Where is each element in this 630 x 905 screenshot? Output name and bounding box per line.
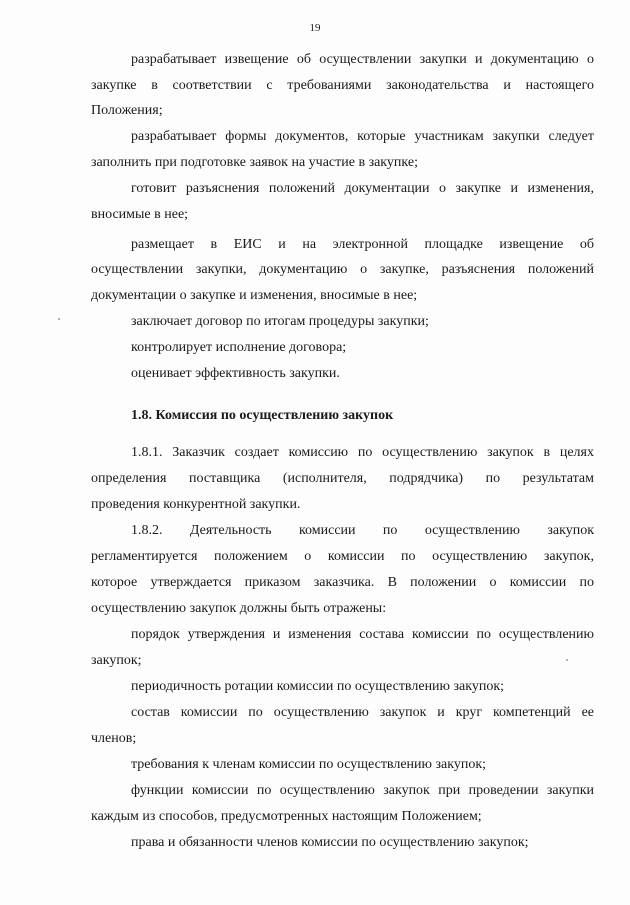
text-line: 1.8.2. Деятельность комиссии по осуществлению закупок xyxy=(131,523,594,538)
text-line: заключает договор по итогам процедуры закупки; xyxy=(131,314,429,329)
text-line: порядок утверждения и изменения состава комиссии по осуществлению xyxy=(131,627,594,642)
text-line: которое утверждается приказом заказчика. В положении о комиссии по xyxy=(91,575,594,590)
text-line: закупке в соответствии с требованиями законодательства и настоящего xyxy=(91,78,594,93)
text-line: оценивает эффективность закупки. xyxy=(131,366,340,381)
text-line: разрабатывает формы документов, которые участникам закупки следует xyxy=(131,129,594,144)
text-line: проведения конкурентной закупки. xyxy=(91,497,301,512)
text-line: состав комиссии по осуществлению закупок и круг компетенций ее xyxy=(131,705,594,720)
text-line: закупок; xyxy=(91,653,142,668)
page-number: 19 xyxy=(309,22,321,34)
text-line: осуществлению закупок должны быть отражены: xyxy=(91,601,387,616)
text-line: вносимые в нее; xyxy=(91,207,189,222)
text-line: регламентируется положением о комиссии по осуществлению закупок, xyxy=(91,549,594,564)
text-line: 1.8.1. Заказчик создает комиссию по осуществлению закупок в целях xyxy=(131,445,594,460)
text-line: размещает в ЕИС и на электронной площадке извещение об xyxy=(131,237,594,252)
scan-speck xyxy=(566,659,568,661)
text-line: функции комиссии по осуществлению закупок при проведении закупки xyxy=(131,783,594,798)
text-line: заполнить при подготовке заявок на участие в закупке; xyxy=(91,155,418,170)
text-line: документации о закупке и изменения, вносимые в нее; xyxy=(91,288,418,303)
text-line: членов; xyxy=(91,731,137,746)
text-line: Положения; xyxy=(91,103,163,118)
text-line: контролирует исполнение договора; xyxy=(131,340,347,355)
text-line: каждым из способов, предусмотренных настоящим Положением; xyxy=(91,809,482,824)
section-heading: 1.8. Комиссия по осуществлению закупок xyxy=(131,408,394,423)
text-line: периодичность ротации комиссии по осуществлению закупок; xyxy=(131,679,505,694)
scan-speck xyxy=(58,318,60,320)
text-line: определения поставщика (исполнителя, подрядчика) по результатам xyxy=(91,471,594,486)
text-line: требования к членам комиссии по осуществлению закупок; xyxy=(131,757,487,772)
text-line: готовит разъяснения положений документации о закупке и изменения, xyxy=(131,181,594,196)
text-line: права и обязанности членов комиссии по осуществлению закупок; xyxy=(131,835,529,850)
text-line: осуществлении закупки, документацию о закупке, разъяснения положений xyxy=(91,262,594,277)
text-line: разрабатывает извещение об осуществлении закупки и документацию о xyxy=(131,52,594,67)
